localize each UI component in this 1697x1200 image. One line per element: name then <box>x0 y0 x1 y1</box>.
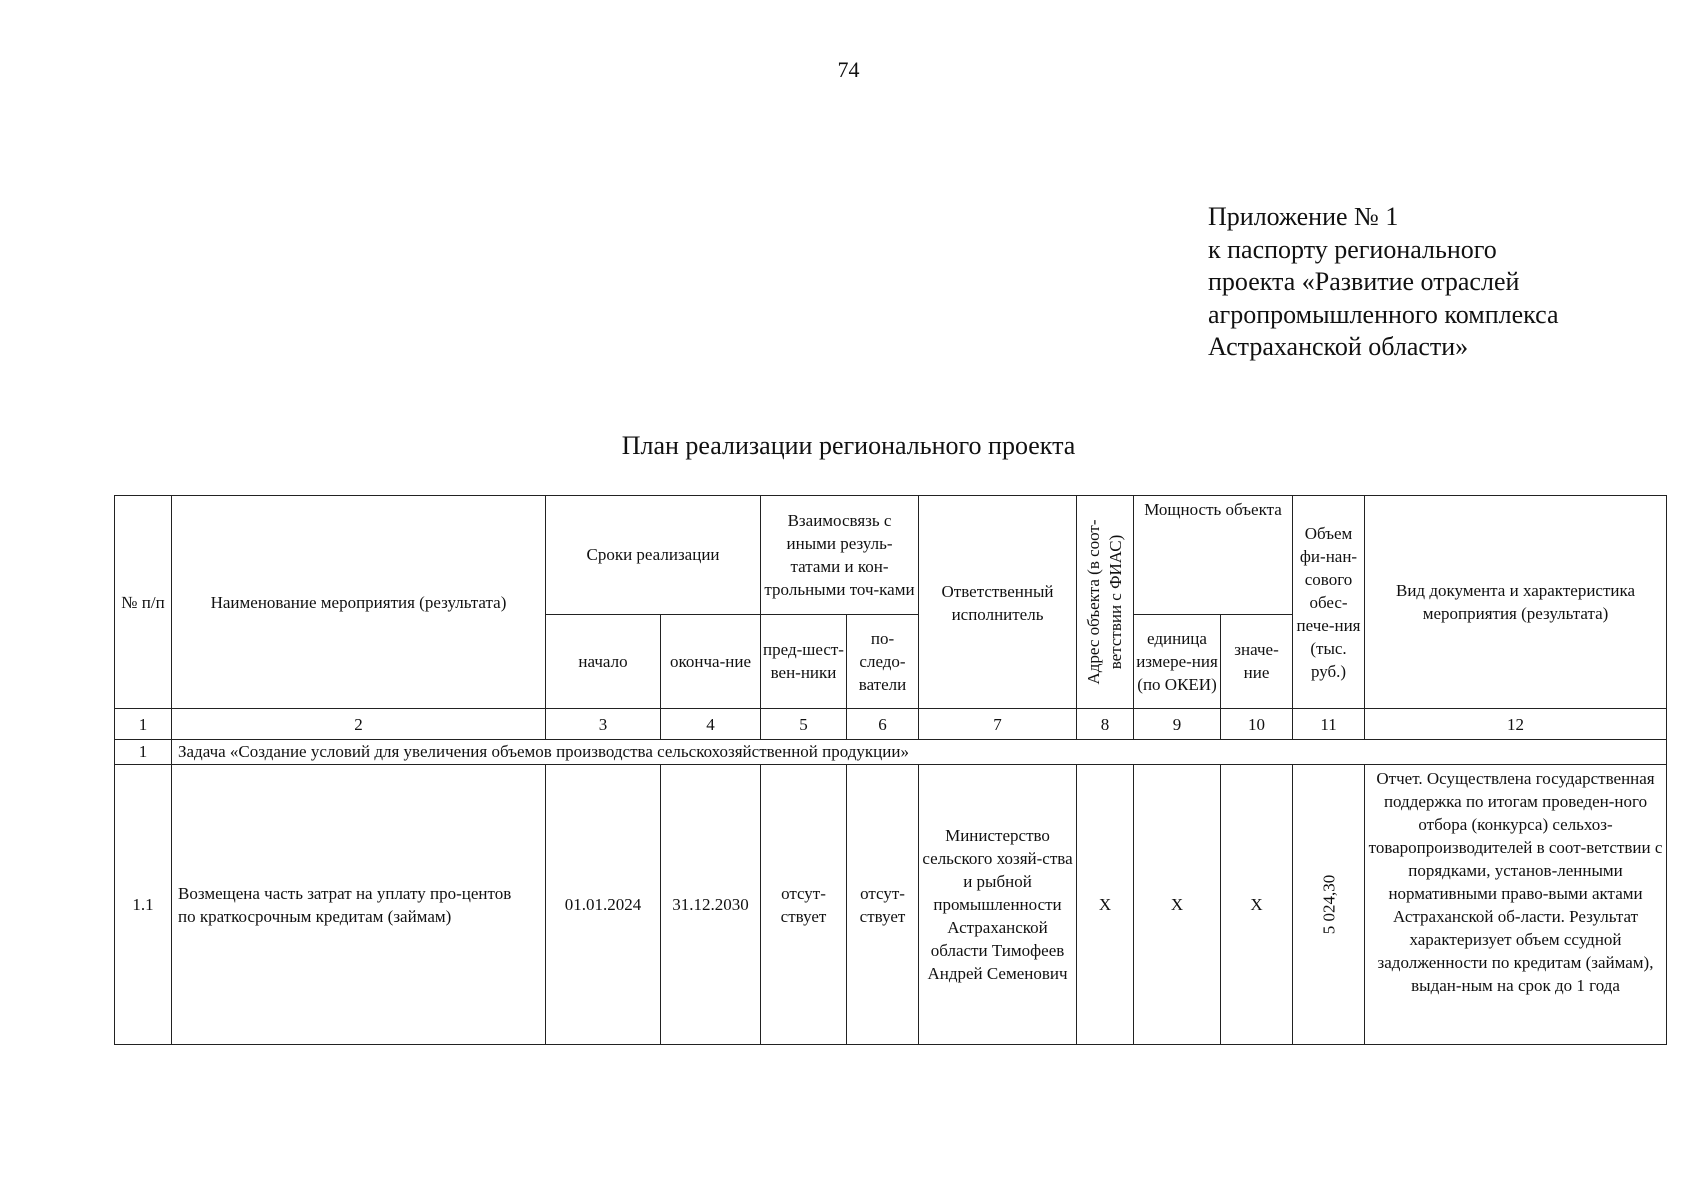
column-number: 5 <box>761 709 847 740</box>
row-value: X <box>1221 765 1293 1045</box>
header-address-text: Адрес объекта (в соот-ветствии с ФИАС) <box>1084 519 1126 685</box>
appendix-line: к паспорту регионального <box>1208 234 1497 264</box>
table-row <box>115 765 1667 1045</box>
column-number: 6 <box>847 709 919 740</box>
row-num: 1.1 <box>115 765 172 1045</box>
column-number: 10 <box>1221 709 1293 740</box>
header-links-prev: пред-шест-вен-ники <box>761 614 847 708</box>
header-finance: Объем фи-нан-сового обес-пече-ния (тыс. руб.) <box>1293 496 1365 709</box>
header-name: Наименование мероприятия (результата) <box>172 496 546 709</box>
column-number: 8 <box>1077 709 1134 740</box>
header-terms-end: оконча-ние <box>661 614 761 708</box>
row-finance <box>1293 765 1365 1045</box>
header-num: № п/п <box>115 496 172 709</box>
column-number-row <box>115 709 1667 740</box>
header-capacity-value: значе-ние <box>1221 614 1293 708</box>
row-successors: отсут-ствует <box>847 765 919 1045</box>
header-links: Взаимосвязь с иными резуль-татами и кон-трольными точ-ками <box>761 496 919 615</box>
column-number: 1 <box>115 709 172 740</box>
page-number: 74 <box>837 57 860 82</box>
appendix-line: Приложение № 1 <box>1208 202 1399 231</box>
task-num: 1 <box>115 740 172 765</box>
column-number: 9 <box>1134 709 1221 740</box>
appendix-line: агропромышленного комплекса <box>1208 299 1559 329</box>
row-doc: Отчет. Осуществлена государственная поддержка по итогам проведен-ного отбора (конкурса) сельхоз-товаропроизводителей в соот-ветствии с порядками, установ-ленными нормативными право-выми актами Астраханской об-ласти. Результат характеризует объем ссудной задолженности по кредитам (займам), выдан-ным на срок до 1 года <box>1365 765 1667 1045</box>
row-unit: X <box>1134 765 1221 1045</box>
column-number: 2 <box>172 709 546 740</box>
row-predecessors: отсут-ствует <box>761 765 847 1045</box>
header-terms-start: начало <box>546 614 661 708</box>
column-number: 11 <box>1293 709 1365 740</box>
header-address <box>1077 496 1134 709</box>
plan-title: План реализации регионального проекта <box>621 431 1076 460</box>
header-capacity: Мощность объекта <box>1134 496 1293 615</box>
row-end-date: 31.12.2030 <box>661 765 761 1045</box>
column-number: 3 <box>546 709 661 740</box>
plan-table <box>114 495 1667 1045</box>
column-number: 4 <box>661 709 761 740</box>
column-number: 7 <box>919 709 1077 740</box>
task-text: Задача «Создание условий для увеличения объемов производства сельскохозяйственной продукции» <box>172 740 1667 765</box>
header-terms: Сроки реализации <box>546 496 761 615</box>
task-row <box>115 740 1667 765</box>
row-name: Возмещена часть затрат на уплату про-центов по краткосрочным кредитам (займам) <box>172 765 546 1045</box>
appendix-caption <box>1208 201 1559 364</box>
column-number: 12 <box>1365 709 1667 740</box>
header-doc: Вид документа и характеристика мероприятия (результата) <box>1365 496 1667 709</box>
row-start-date: 01.01.2024 <box>546 765 661 1045</box>
row-address: X <box>1077 765 1134 1045</box>
appendix-line: проекта «Развитие отраслей <box>1208 267 1520 296</box>
row-finance-text: 5 024,30 <box>1319 874 1339 935</box>
header-links-next: по-следо-ватели <box>847 614 919 708</box>
header-responsible: Ответственный исполнитель <box>919 496 1077 709</box>
row-responsible: Министерство сельского хозяй-ства и рыбной промышленности Астраханской области Тимофеев Андрей Семенович <box>919 765 1077 1045</box>
header-capacity-unit: единица измере-ния (по ОКЕИ) <box>1134 614 1221 708</box>
appendix-line: Астраханской области» <box>1208 332 1469 361</box>
